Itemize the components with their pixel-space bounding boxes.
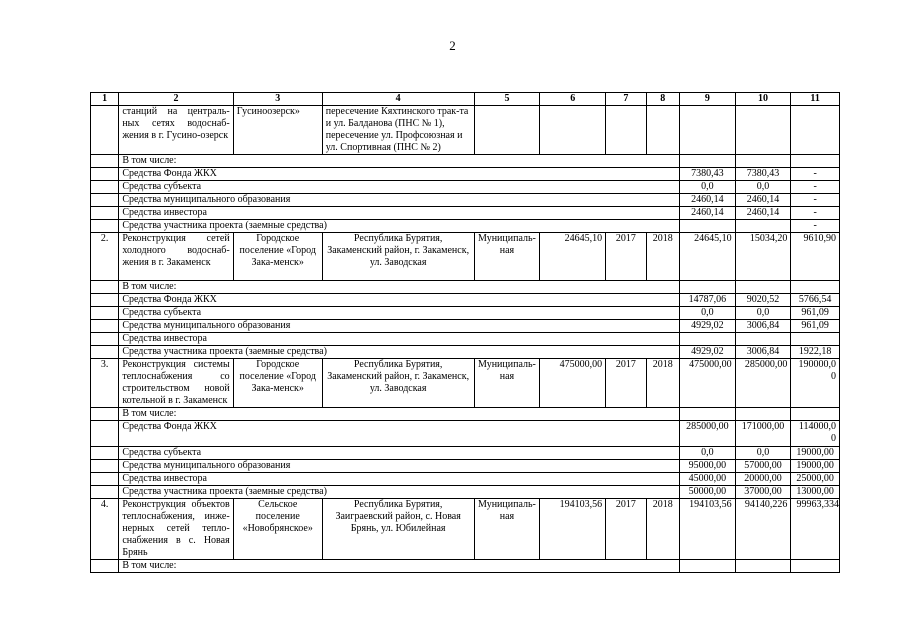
header-row xyxy=(91,93,840,106)
funding-row xyxy=(91,346,840,359)
project-ownership: Муниципаль-ная xyxy=(474,499,540,560)
funding-label: Средства муниципального образования xyxy=(119,320,680,333)
project-settlement: Городское поселение «Город Зака-менск» xyxy=(233,233,322,281)
value-col9: 4929,02 xyxy=(680,320,736,333)
value-col11: 9610,90 xyxy=(791,233,840,281)
includes-row xyxy=(91,155,840,168)
includes-row xyxy=(91,408,840,421)
header-cell: 10 xyxy=(735,93,791,106)
value-col11: 19000,00 xyxy=(791,447,840,460)
project-end-year: 2018 xyxy=(646,233,679,281)
project-settlement: Сельское поселение «Новобрянское» xyxy=(233,499,322,560)
value-col9: 50000,00 xyxy=(680,486,736,499)
project-address: Республика Бурятия, Закаменский район, г. Закаменск, ул. Заводская xyxy=(322,359,474,408)
funding-label: Средства инвестора xyxy=(119,333,680,346)
value-col11: - xyxy=(791,194,840,207)
value-col10: 57000,00 xyxy=(735,460,791,473)
includes-label: В том числе: xyxy=(119,408,680,421)
project-start-year: 2017 xyxy=(606,499,646,560)
value-col9: 95000,00 xyxy=(680,460,736,473)
funding-row xyxy=(91,486,840,499)
header-cell: 3 xyxy=(233,93,322,106)
project-address: Республика Бурятия, Заиграевский район, с. Новая Брянь, ул. Юбилейная xyxy=(322,499,474,560)
project-start-year: 2017 xyxy=(606,233,646,281)
project-settlement: Гусиноозерск» xyxy=(233,106,322,155)
header-cell: 4 xyxy=(322,93,474,106)
value-col9: 0,0 xyxy=(680,181,736,194)
value-col10: 285000,00 xyxy=(735,359,791,408)
value-col10: 7380,43 xyxy=(735,168,791,181)
funding-row xyxy=(91,421,840,447)
value-col10: 15034,20 xyxy=(735,233,791,281)
project-settlement: Городское поселение «Город Зака-менск» xyxy=(233,359,322,408)
value-col11: - xyxy=(791,181,840,194)
funding-label: Средства инвестора xyxy=(119,473,680,486)
funding-label: Средства субъекта xyxy=(119,447,680,460)
funding-label: Средства инвестора xyxy=(119,207,680,220)
value-col10: 0,0 xyxy=(735,181,791,194)
funding-label: Средства муниципального образования xyxy=(119,194,680,207)
funding-row xyxy=(91,194,840,207)
project-row xyxy=(91,499,840,560)
value-col10: 0,0 xyxy=(735,447,791,460)
value-col11: - xyxy=(791,207,840,220)
funding-row xyxy=(91,447,840,460)
value-col11: - xyxy=(791,168,840,181)
project-continuation-row xyxy=(91,106,840,155)
funding-label: Средства Фонда ЖКХ xyxy=(119,168,680,181)
funding-label: Средства Фонда ЖКХ xyxy=(119,294,680,307)
value-col11: 19000,00 xyxy=(791,460,840,473)
project-address: пересечение Кяхтинского трак-та и ул. Балданова (ПНС № 1), пересечение ул. Профсоюзная и ул. Спортивная (ПНС № 2) xyxy=(322,106,474,155)
funding-label: Средства участника проекта (заемные средства) xyxy=(119,486,680,499)
value-col10: 20000,00 xyxy=(735,473,791,486)
project-name: станций на централь-ных сетях водоснаб-жения в г. Гусино-озерск xyxy=(119,106,233,155)
header-cell: 7 xyxy=(606,93,646,106)
value-col9: 285000,00 xyxy=(680,421,736,447)
project-number: 3. xyxy=(91,359,119,408)
value-col10 xyxy=(735,220,791,233)
funding-row xyxy=(91,220,840,233)
value-col9: 4929,02 xyxy=(680,346,736,359)
value-col10: 37000,00 xyxy=(735,486,791,499)
value-col11: 5766,54 xyxy=(791,294,840,307)
header-cell: 8 xyxy=(646,93,679,106)
header-cell: 2 xyxy=(119,93,233,106)
funding-row xyxy=(91,207,840,220)
value-col11: - xyxy=(791,220,840,233)
value-col11: 13000,00 xyxy=(791,486,840,499)
funding-row xyxy=(91,460,840,473)
project-row xyxy=(91,359,840,408)
value-col11: 25000,00 xyxy=(791,473,840,486)
funding-label: Средства участника проекта (заемные средства) xyxy=(119,346,680,359)
value-col9: 194103,56 xyxy=(680,499,736,560)
value-col9: 2460,14 xyxy=(680,207,736,220)
value-col10: 94140,226 xyxy=(735,499,791,560)
value-col11: 114000,00 xyxy=(791,421,840,447)
value-col10: 2460,14 xyxy=(735,207,791,220)
header-cell: 1 xyxy=(91,93,119,106)
project-name: Реконструкция системы теплоснабжения со строительством новой котельной в г. Закаменск xyxy=(119,359,233,408)
header-cell: 11 xyxy=(791,93,840,106)
project-ownership: Муниципаль-ная xyxy=(474,233,540,281)
funding-label: Средства муниципального образования xyxy=(119,460,680,473)
value-col9: 7380,43 xyxy=(680,168,736,181)
value-col9: 0,0 xyxy=(680,447,736,460)
value-col11: 99963,334 xyxy=(791,499,840,560)
includes-label: В том числе: xyxy=(119,560,680,573)
project-end-year: 2018 xyxy=(646,359,679,408)
value-col11 xyxy=(791,333,840,346)
page-number: 2 xyxy=(449,38,456,53)
funding-label: Средства участника проекта (заемные средства) xyxy=(119,220,680,233)
value-col10 xyxy=(735,333,791,346)
includes-label: В том числе: xyxy=(119,155,680,168)
project-row xyxy=(91,233,840,281)
value-col10: 3006,84 xyxy=(735,320,791,333)
value-col9: 14787,06 xyxy=(680,294,736,307)
header-cell: 5 xyxy=(474,93,540,106)
project-ownership: Муниципаль-ная xyxy=(474,359,540,408)
funding-row xyxy=(91,294,840,307)
project-cost: 475000,00 xyxy=(540,359,606,408)
project-name: Реконструкция объектов теплоснабжения, инже-нерных сетей тепло-снабжения в с. Новая Брянь xyxy=(119,499,233,560)
value-col9 xyxy=(680,333,736,346)
value-col9: 45000,00 xyxy=(680,473,736,486)
value-col10: 2460,14 xyxy=(735,194,791,207)
funding-row xyxy=(91,168,840,181)
includes-row xyxy=(91,281,840,294)
funding-row xyxy=(91,181,840,194)
value-col9: 0,0 xyxy=(680,307,736,320)
project-cost: 24645,10 xyxy=(540,233,606,281)
value-col11: 961,09 xyxy=(791,307,840,320)
value-col11: 961,09 xyxy=(791,320,840,333)
value-col9 xyxy=(680,220,736,233)
project-start-year: 2017 xyxy=(606,359,646,408)
funding-row xyxy=(91,320,840,333)
header-cell: 6 xyxy=(540,93,606,106)
project-end-year: 2018 xyxy=(646,499,679,560)
funding-label: Средства Фонда ЖКХ xyxy=(119,421,680,447)
project-cost: 194103,56 xyxy=(540,499,606,560)
funding-row xyxy=(91,333,840,346)
funding-label: Средства субъекта xyxy=(119,307,680,320)
project-number: 2. xyxy=(91,233,119,281)
value-col10: 9020,52 xyxy=(735,294,791,307)
project-name: Реконструкция сетей холодного водоснаб-жения в г. Закаменск xyxy=(119,233,233,281)
funding-label: Средства субъекта xyxy=(119,181,680,194)
value-col9: 475000,00 xyxy=(680,359,736,408)
value-col10: 0,0 xyxy=(735,307,791,320)
funding-row xyxy=(91,307,840,320)
includes-row xyxy=(91,560,840,573)
value-col11: 190000,00 xyxy=(791,359,840,408)
includes-label: В том числе: xyxy=(119,281,680,294)
value-col9: 2460,14 xyxy=(680,194,736,207)
funding-row xyxy=(91,473,840,486)
value-col10: 3006,84 xyxy=(735,346,791,359)
project-address: Республика Бурятия, Закаменский район, г. Закаменск, ул. Заводская xyxy=(322,233,474,281)
funding-table xyxy=(90,92,840,573)
header-cell: 9 xyxy=(680,93,736,106)
project-number: 4. xyxy=(91,499,119,560)
value-col9: 24645,10 xyxy=(680,233,736,281)
value-col11: 1922,18 xyxy=(791,346,840,359)
value-col10: 171000,00 xyxy=(735,421,791,447)
